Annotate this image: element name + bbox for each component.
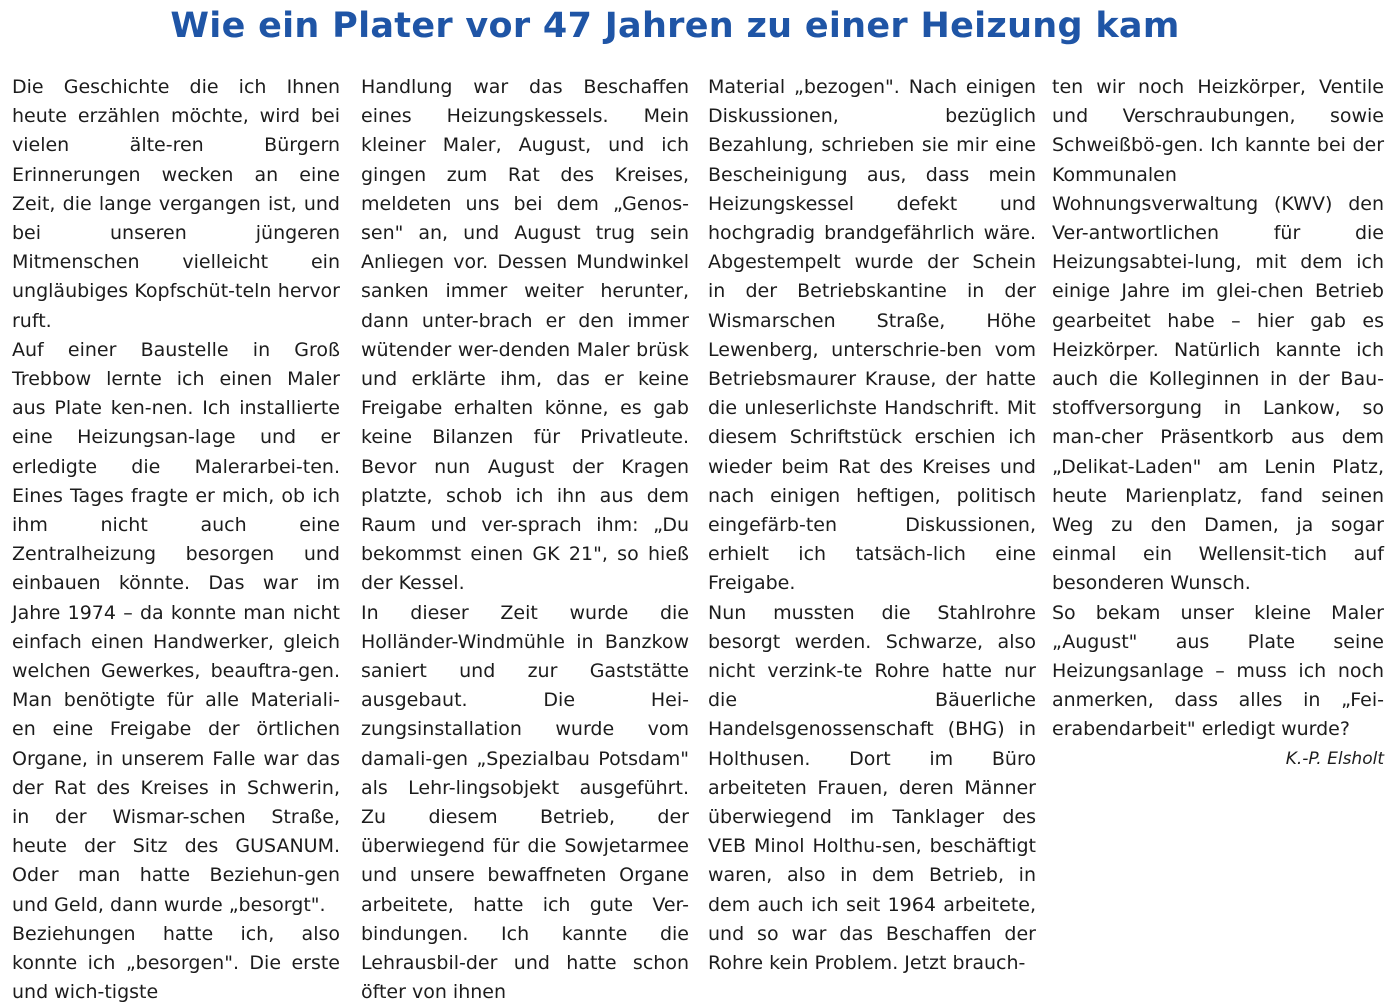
article-column-4 [1052,73,1384,774]
paragraph: ten wir noch Heizkörper, Ventile und Verschraubungen, sowie Schweißbö-gen. Ich kannte bei der Kommunalen Wohnungsverwaltung (KWV) den Ver-antwortlichen für die Heizungsabtei-lung, mit dem ich einige Jahre im glei-chen Betrieb gearbeitet habe – hier gab es Heizkörper. Natürlich kannte ich auch die Kolleginnen in der Bau-stoffversorgung in Lankow, so man-cher Präsentkorb aus dem „Delikat-Laden" am Lenin Platz, heute Marienplatz, fand seinen Weg zu den Damen, ja sogar einmal ein Wellensit-tich auf besonderen Wunsch. [1052,76,1384,595]
paragraph: Beziehungen hatte ich, also konnte ich „besorgen". Die erste und wich-tigste [12,922,340,1004]
article-column-3 [708,73,1036,978]
paragraph: Nun mussten die Stahlrohre besorgt werden. Schwarze, also nicht verzink-te Rohre hatte nur die Bäuerliche Handelsgenossenschaft (BHG) in Holthusen. Dort im Büro arbeiteten Frauen, deren Männer überwiegend im Tanklager des VEB Minol Holthu-sen, beschäftigt waren, also in dem Betrieb, in dem auch ich seit 1964 arbeitete, und so war das Beschaffen der Rohre kein Problem. Jetzt brauch- [708,601,1036,975]
paragraph: So bekam unser kleine Maler „August" aus Plate seine Heizungsanlage – muss ich noch anmerken, dass alles in „Fei-erabendarbeit" erledigt wurde? [1052,601,1384,741]
paragraph: Handlung war das Beschaffen eines Heizungskessels. Mein kleiner Maler, August, und ich gingen zum Rat des Kreises, meldeten uns bei dem „Genos-sen" an, und August trug sein Anliegen vor. Dessen Mundwinkel sanken immer weiter herunter, dann unter-brach er den immer wütender wer-denden Maler brüsk und erklärte ihm, das er keine Freigabe erhalten könne, es gab keine Bilanzen für Privatleute. Bevor nun August der Kragen platzte, schob ich ihn aus dem Raum und ver-sprach ihm: „Du bekommst einen GK 21", so hieß der Kessel. [361,76,689,595]
article-column-1 [12,73,340,1008]
paragraph: Material „bezogen". Nach einigen Diskussionen, bezüglich Bezahlung, schrieben sie mir eine Bescheinigung aus, dass mein Heizungskessel defekt und hochgradig brandgefährlich wäre. Abgestempelt wurde der Schein in der Betriebskantine in der Wismarschen Straße, Höhe Lewenberg, unterschrie-ben vom Betriebsmaurer Krause, der hatte die unleserlichste Handschrift. Mit diesem Schriftstück erschien ich wieder beim Rat des Kreises und nach einigen heftigen, politisch eingefärb-ten Diskussionen, erhielt ich tatsäch-lich eine Freigabe. [708,76,1036,595]
article-column-2 [361,73,689,1008]
article-title: Wie ein Plater vor 47 Jahren zu einer Heizung kam [170,6,1180,46]
author-signature: K.-P. Elsholt [1285,748,1384,769]
paragraph: Die Geschichte die ich Ihnen heute erzählen möchte, wird bei vielen älte-ren Bürgern Erinnerungen wecken an eine Zeit, die lange vergangen ist, und bei unseren jüngeren Mitmenschen vielleicht ein ungläubiges Kopfschüt-teln hervor ruft. [12,76,340,332]
paragraph: In dieser Zeit wurde die Holländer-Windmühle in Banzkow saniert und zur Gaststätte ausgebaut. Die Hei-zungsinstallation wurde vom damali-gen „Spezialbau Potsdam" als Lehr-lingsobjekt ausgeführt. Zu diesem Betrieb, der überwiegend für die Sowjetarmee und unsere bewaffneten Organe arbeitete, hatte ich gute Ver-bindungen. Ich kannte die Lehrausbil-der und hatte schon öfter von ihnen [361,601,689,1004]
paragraph: Auf einer Baustelle in Groß Trebbow lernte ich einen Maler aus Plate ken-nen. Ich installierte eine Heizungsan-lage und er erledigte die Malerarbei-ten. Eines Tages fragte er mich, ob ich ihm nicht auch eine Zentralheizung besorgen und einbauen könnte. Das war im Jahre 1974 – da konnte man nicht einfach einen Handwerker, gleich welchen Gewerkes, beauftra-gen. Man benötigte für alle Materiali-en eine Freigabe der örtlichen Organe, in unserem Falle war das der Rat des Kreises in Schwerin, in der Wismar-schen Straße, heute der Sitz des GUSANUM. Oder man hatte Beziehun-gen und Geld, dann wurde „besorgt". [12,338,340,916]
